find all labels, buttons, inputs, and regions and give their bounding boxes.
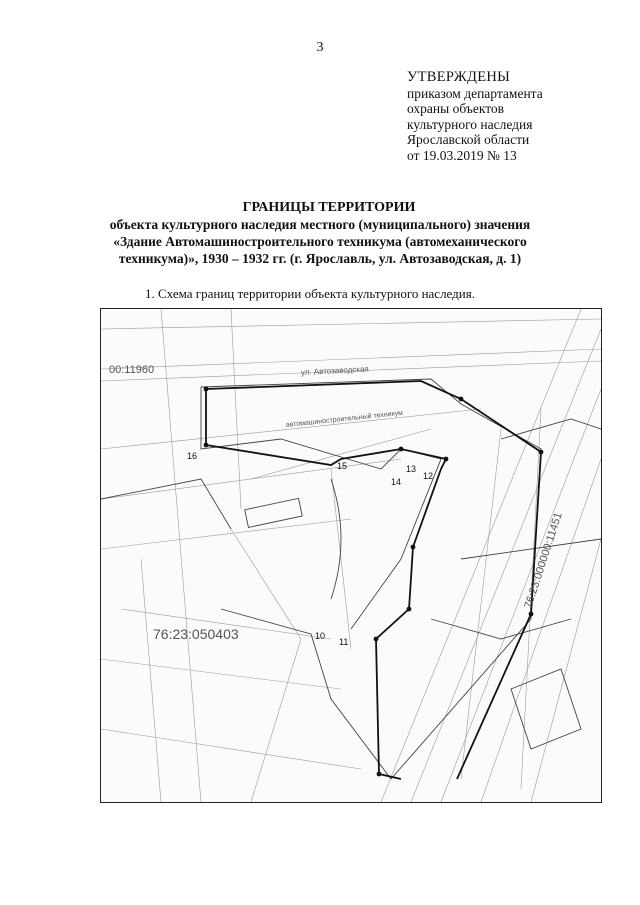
cadastral-block-label: 76:23:050403 <box>153 626 239 642</box>
cadastral-top-left-label: 00:11960 <box>109 364 155 376</box>
street-label: ул. Автозаводская <box>300 364 369 377</box>
point-label: 16 <box>187 451 198 461</box>
approval-title: УТВЕРЖДЕНЫ <box>407 69 511 85</box>
map-parcels <box>101 379 601 779</box>
approval-date: от 19.03.2019 № 13 <box>407 147 517 163</box>
point-label: 12 <box>423 471 434 481</box>
approval-block <box>407 70 543 164</box>
point-label: 14 <box>391 477 402 487</box>
object-territory-boundary <box>206 381 541 779</box>
heading-title: ГРАНИЦЫ ТЕРРИТОРИИ <box>242 200 416 215</box>
map-drawing <box>101 309 601 802</box>
figure-caption: 1. Схема границ территории объекта культурного наследия. <box>145 286 475 301</box>
page-number: 3 <box>316 40 324 55</box>
heading-line: техникума)», 1930 – 1932 гг. (г. Ярославль, ул. Автозаводская, д. 1) <box>118 251 522 266</box>
heading-line: «Здание Автомашиностроительного техникума (автомеханического <box>113 234 527 249</box>
cadastral-right-label: 76:23:000000:11451 <box>522 510 565 610</box>
point-label: 13 <box>406 464 417 474</box>
approval-line: охраны объектов <box>407 101 505 117</box>
point-label: 11 <box>339 637 349 647</box>
approval-line: Ярославской области <box>407 132 530 148</box>
point-label: 15 <box>337 461 348 471</box>
point-label: 10 <box>315 631 326 641</box>
heading-line: объекта культурного наследия местного (муниципального) значения <box>109 217 531 232</box>
approval-line: приказом департамента <box>407 85 543 101</box>
building-label: автомашиностроительный техникум <box>285 409 404 429</box>
document-heading <box>40 200 600 267</box>
cadastral-map <box>100 308 602 803</box>
approval-line: культурного наследия <box>407 116 533 132</box>
